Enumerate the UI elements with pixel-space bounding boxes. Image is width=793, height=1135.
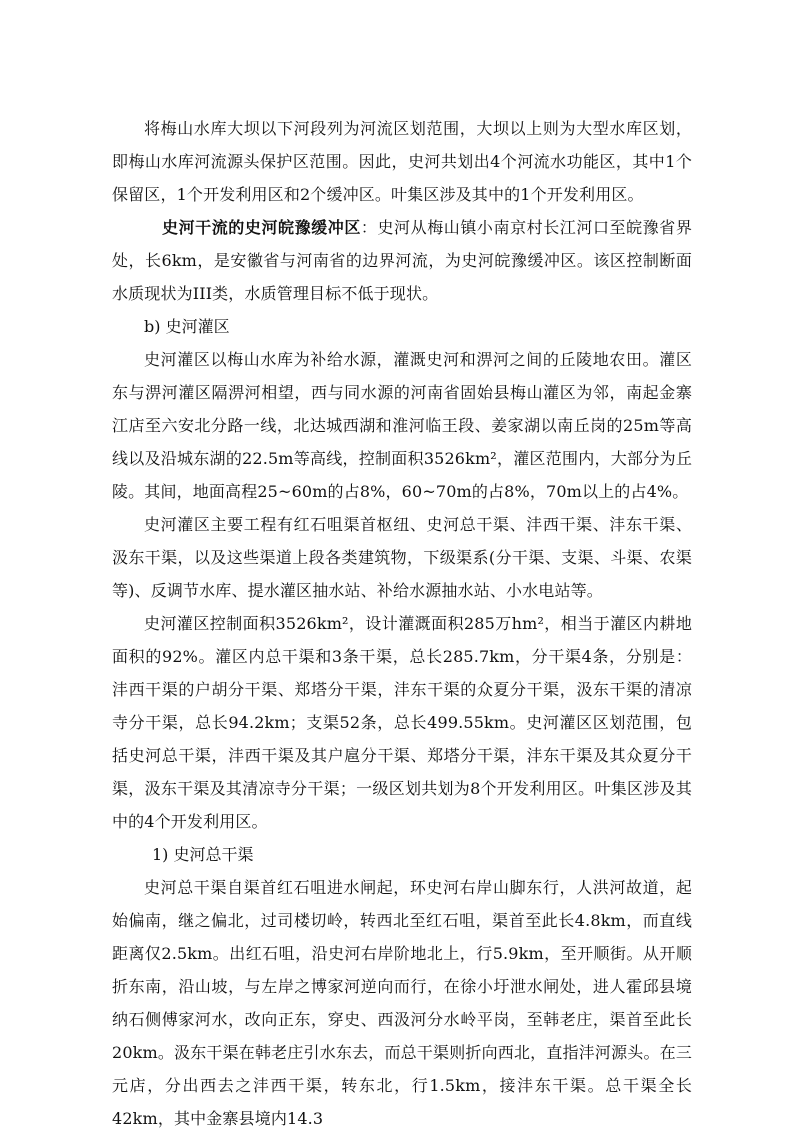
section-heading-main-canal: 1) 史河总干渠	[152, 845, 254, 864]
paragraph-main-canal-route: 史河总干渠自渠首红石咀进水闸起，环史河右岸山脚东行，人洪河故道，起始偏南，继之偏北，过司楼切岭，转西北至红石咀，渠首至此长4.8km，而直线距离仅2.5km。出红石咀，沿史河右岸阶地北上，行5.9km，至开顺街。从开顺折东南，沿山坡，与左岸之博家河逆向而行，在徐小圩泄水闸处，进人霍邱县境纳石侧傅家河水，改向正东，穿史、西汲河分水岭平岗，至韩老庄，渠首至此长20km。汲东干渠在韩老庄引水东去，而总干渠则折向西北，直指沣河源头。在三元店，分出西去之沣西干渠，转东北，行1.5km，接沣东干渠。总干渠全长42km，其中金寨县境内14.3	[112, 878, 692, 1128]
paragraph-buffer-zone	[112, 211, 692, 310]
paragraph-main-works: 史河灌区主要工程有红石咀渠首枢纽、史河总干渠、沣西干渠、沣东干渠、汲东干渠，以及这些渠道上段各类建筑物，下级渠系(分干渠、支渠、斗渠、农渠等)、反调节水库、提水灌区抽水站、补给水源抽水站、小水电站等。	[112, 515, 692, 600]
paragraph-river-zoning: 将梅山水库大坝以下河段列为河流区划范围，大坝以上则为大型水库区划，即梅山水库河流源头保护区范围。因此，史河共划出4个河流水功能区，其中1个保留区，1个开发利用区和2个缓冲区。叶集区涉及其中的1个开发利用区。	[112, 119, 692, 204]
paragraph-irrigation-overview: 史河灌区以梅山水库为补给水源，灌溉史河和淠河之间的丘陵地农田。灌区东与淠河灌区隔淠河相望，西与同水源的河南省固始县梅山灌区为邻，南起金寨江店至六安北分路一线，北达城西湖和淮河临王段、姜家湖以南丘岗的25m等高线以及沿城东湖的22.5m等高线，控制面积3526km²，灌区范围内，大部分为丘陵。其间，地面高程25~60m的占8%，60~70m的占8%，70m以上的占4%。	[112, 350, 692, 501]
document-page	[112, 112, 692, 1135]
paragraph-control-area: 史河灌区控制面积3526km²，设计灌溉面积285万hm²，相当于灌区内耕地面积的92%。灌区内总干渠和3条干渠，总长285.7km，分干渠4条，分别是：沣西干渠的户胡分干渠、郑塔分干渠，沣东干渠的众夏分干渠，汲东干渠的清凉寺分干渠，总长94.2km；支渠52条，总长499.55km。史河灌区区划范围，包括史河总干渠，沣西干渠及其户扈分干渠、郑塔分干渠，沣东干渠及其众夏分干渠，汲东干渠及其清凉寺分干渠；一级区划共划为8个开发利用区。叶集区涉及其中的4个开发利用区。	[112, 614, 692, 831]
buffer-zone-text: ：史河从梅山镇小南京村长江河口至皖豫省界处，长6km，是安徽省与河南省的边界河流，为史河皖豫缓冲区。该区控制断面水质现状为III类，水质管理目标不低于现状。	[112, 218, 692, 303]
buffer-zone-title: 史河干流的史河皖豫缓冲区	[162, 218, 361, 237]
section-heading-irrigation-area: b) 史河灌区	[144, 317, 230, 336]
